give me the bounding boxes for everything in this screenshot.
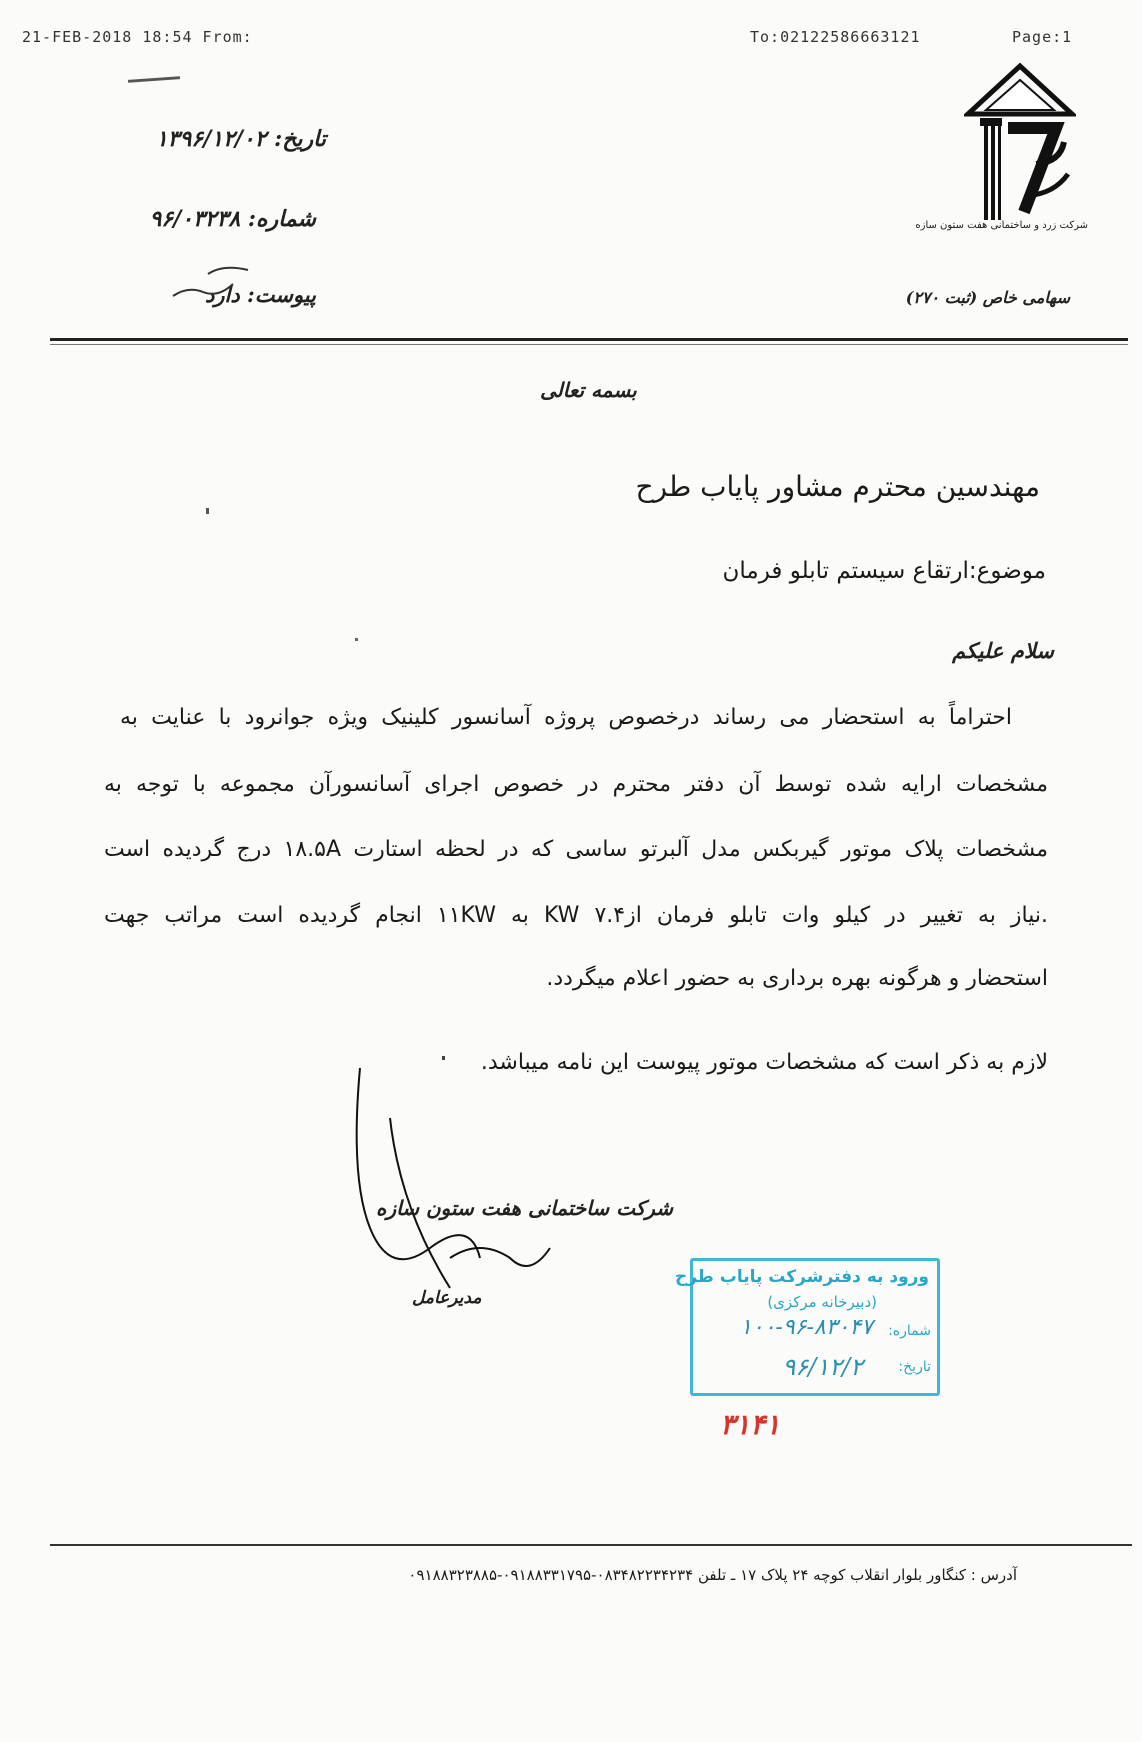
- header-divider-thin: [50, 344, 1128, 345]
- signer-title: مدیرعامل: [412, 1288, 482, 1308]
- body-line: مشخصات پلاک موتور گیربکس مدل آلبرتو ساسی که در لحظه استارت ۱۸.۵A درج گردیده است: [104, 837, 1049, 862]
- attachment-scribble: [168, 256, 258, 306]
- body-line: .نیاز به تغییر در کیلو وات تابلو فرمان از۷.۴ KW به ۱۱KW انجام گردیده است مراتب جهت: [104, 903, 1048, 928]
- greeting: سلام علیکم: [952, 638, 1054, 663]
- receipt-date-value: ۹۶/۱۲/۲: [782, 1353, 863, 1381]
- letter-attachment: پیوست: دارد: [205, 282, 316, 307]
- receipt-date-label: تاریخ:: [898, 1359, 931, 1375]
- letter-date: تاریخ: ۱۳۹۶/۱۲/۰۲: [155, 126, 326, 152]
- attachment-note: لازم به ذکر است که مشخصات موتور پیوست این نامه میباشد.: [480, 1050, 1048, 1075]
- header-divider: [50, 338, 1128, 341]
- fax-sent-info: 21-FEB-2018 18:54 From:: [22, 28, 253, 46]
- body-line: احتراماً به استحضار می رساند درخصوص پروژه آسانسور کلینیک ویژه جوانرود با عنایت به: [120, 705, 1012, 730]
- footer-address: آدرس : کنگاور بلوار انقلاب کوچه ۲۴ پلاک ۱۷ ـ تلفن ۰۸۳۴۸۲۲۳۴۲۳۴-۰۹۱۸۸۳۳۱۷۹۵-۰۹۱۸۸۳۲۳۸۸۵: [408, 1566, 1017, 1584]
- company-registration: سهامی خاص (ثبت ۲۷۰): [905, 288, 1070, 307]
- fax-page-number: Page:1: [1012, 28, 1073, 46]
- signature-scribble: [330, 1058, 570, 1318]
- speck: [355, 638, 358, 641]
- pen-mark: [128, 76, 180, 83]
- body-line-last: استحضار و هرگونه بهره برداری به حضور اعلام میگردد.: [546, 966, 1048, 991]
- speck: [442, 1056, 445, 1060]
- recipient-line: مهندسین محترم مشاور پایاب طرح: [635, 470, 1040, 503]
- speck: [206, 508, 209, 514]
- receipt-stamp-title: ورود به دفترشرکت پایاب طرح: [674, 1267, 929, 1287]
- red-handwritten-number: ۳۱۴۱: [720, 1408, 781, 1441]
- receipt-number-label: شماره:: [888, 1323, 931, 1339]
- receipt-number-value: ۱۰۰-۹۶-۸۳۰۴۷: [739, 1315, 873, 1340]
- fax-to-number: To:02122586663121: [750, 28, 921, 46]
- letter-number: شماره: ۹۶/۰۳۲۳۸: [149, 206, 316, 232]
- company-logo: [964, 62, 1076, 232]
- signature-stamp-company: شرکت ساختمانی هفت ستون سازه: [376, 1196, 674, 1220]
- body-line: مشخصات ارایه شده توسط آن دفتر محترم در خصوص اجرای آسانسورآن مجموعه با توجه به: [104, 772, 1048, 797]
- invocation-heading: بسمه تعالی: [540, 378, 637, 402]
- logo-company-name: شرکت زرد و ساختمانی هفت ستون سازه: [915, 220, 1088, 231]
- receipt-stamp-subtitle: (دبیرخانه مرکزی): [767, 1293, 877, 1311]
- footer-divider: [50, 1544, 1132, 1546]
- subject-line: موضوع:ارتقاع سیستم تابلو فرمان: [722, 558, 1046, 584]
- receipt-stamp: [674, 1258, 940, 1396]
